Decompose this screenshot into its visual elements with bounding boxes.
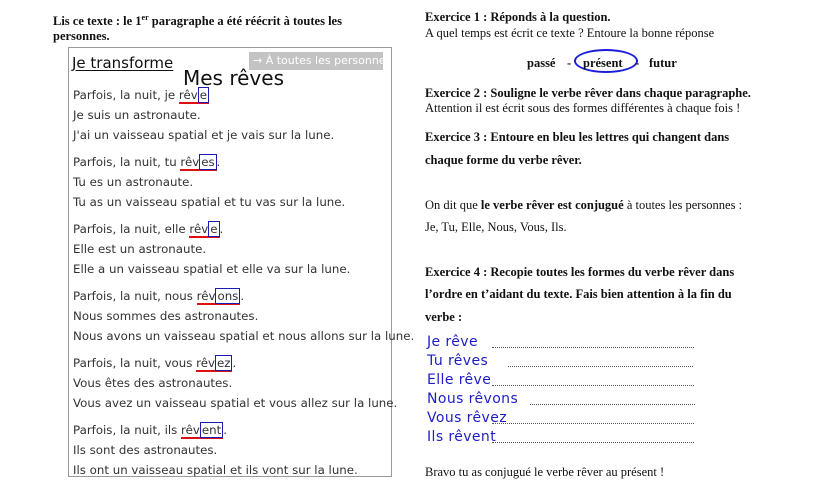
- intro-text-c: personnes.: [53, 29, 110, 44]
- intro-sup: er: [141, 13, 149, 22]
- header-label: Je transforme: [72, 54, 174, 72]
- paragraph-6-line-1: Parfois, la nuit, ils rêv ent .: [73, 423, 227, 437]
- answer-dotted-line: [492, 423, 694, 424]
- verb-underline: rêv ent: [181, 423, 222, 437]
- verb-ending-box: ons: [217, 289, 239, 303]
- verb-underline: rêv ons: [196, 289, 239, 303]
- paragraph-4-line-2: Nous sommes des astronautes.: [73, 309, 259, 323]
- paragraph-3-line-3: Elle a un vaisseau spatial et elle va sur la lune.: [73, 262, 351, 276]
- intro-text-b: paragraphe a été réécrit à toutes les: [148, 14, 342, 29]
- paragraph-4-line-1: Parfois, la nuit, nous rêv ons .: [73, 289, 245, 303]
- paragraph-1-line-1: Parfois, la nuit, je rêv e: [73, 88, 207, 102]
- bravo-text: Bravo tu as conjugué le verbe rêver au présent !: [425, 465, 665, 479]
- answer-dotted-line: [492, 347, 694, 348]
- ex1-title: Exercice 1 : Réponds à la question.: [425, 10, 611, 24]
- paragraph-3-line-2: Elle est un astronaute.: [73, 242, 207, 256]
- answer-dotted-line: [492, 442, 694, 443]
- persons-badge: → À toutes les personnes: [249, 52, 383, 70]
- intro-text-a: Lis ce texte : le 1: [53, 14, 142, 29]
- verb-underline: rêv es: [180, 155, 215, 169]
- verb-underline: rêv e: [189, 222, 218, 236]
- verb-ending-box: e: [199, 88, 207, 102]
- paragraph-1-line-2: Je suis un astronaute.: [73, 108, 201, 122]
- paragraph-6-line-3: Ils ont un vaisseau spatial et ils vont sur la lune.: [73, 463, 358, 477]
- verb-underline: rêv e: [178, 88, 207, 102]
- paragraph-2-line-2: Tu es un astronaute.: [73, 175, 194, 189]
- ex4-title-cont: l’ordre en t’aidant du texte. Fais bien attention à la fin du: [425, 287, 732, 301]
- paragraph-5-line-3: Vous avez un vaisseau spatial et vous allez sur la lune.: [73, 396, 398, 410]
- answer-dotted-line: [492, 385, 694, 386]
- paragraph-5-line-2: Vous êtes des astronautes.: [73, 376, 233, 390]
- ex4-title: Exercice 4 : Recopie toutes les formes du verbe rêver dans: [425, 265, 735, 279]
- verb-ending-box: ent: [201, 423, 222, 437]
- ex2-title: Exercice 2 : Souligne le verbe rêver dans chaque paragraphe.: [425, 86, 751, 100]
- dash-separator: -: [567, 56, 572, 70]
- paragraph-4-line-3: Nous avons un vaisseau spatial et nous allons sur la lune.: [73, 329, 415, 343]
- verb-underline: rêv ez: [196, 356, 231, 370]
- answer-dotted-line: [530, 404, 695, 405]
- paragraph-2-line-3: Tu as un vaisseau spatial et tu vas sur la lune.: [73, 195, 346, 209]
- answer-3: Elle rêve: [427, 372, 492, 388]
- dash-separator: -: [635, 56, 640, 70]
- ex3-title-cont: chaque forme du verbe rêver.: [425, 153, 582, 167]
- answer-dotted-line: [508, 366, 693, 367]
- verb-ending-box: es: [201, 155, 215, 169]
- ex1-question: A quel temps est écrit ce texte ? Entoure la bonne réponse: [425, 26, 715, 40]
- answer-1: Je rêve: [427, 334, 478, 350]
- persons-list: Je, Tu, Elle, Nous, Vous, Ils.: [425, 220, 567, 234]
- verb-ending-box: e: [210, 222, 218, 236]
- answer-5: Vous rêvez: [427, 410, 507, 426]
- option-past: passé: [527, 56, 556, 70]
- verb-ending-box: ez: [217, 356, 231, 370]
- answer-4: Nous rêvons: [427, 391, 519, 407]
- paragraph-6-line-2: Ils sont des astronautes.: [73, 443, 218, 457]
- passage-title: Mes rêves: [183, 66, 284, 90]
- paragraph-1-line-3: J'ai un vaisseau spatial et je vais sur la lune.: [73, 128, 335, 142]
- answer-6: Ils rêvent: [427, 429, 497, 445]
- option-future: futur: [649, 56, 677, 70]
- paragraph-3-line-1: Parfois, la nuit, elle rêv e .: [73, 222, 224, 236]
- ex2-note: Attention il est écrit sous des formes différentes à chaque fois !: [425, 101, 741, 115]
- ex3-title: Exercice 3 : Entoure en bleu les lettres qui changent dans: [425, 130, 730, 144]
- conjugation-note: On dit que le verbe rêver est conjugué à toutes les personnes :: [425, 198, 743, 212]
- option-present: présent: [583, 56, 623, 70]
- paragraph-2-line-1: Parfois, la nuit, tu rêv es .: [73, 155, 221, 169]
- intro-instructions: [53, 10, 383, 44]
- ex4-title-end: verbe :: [425, 310, 463, 324]
- paragraph-5-line-1: Parfois, la nuit, vous rêv ez .: [73, 356, 237, 370]
- answer-2: Tu rêves: [427, 353, 489, 369]
